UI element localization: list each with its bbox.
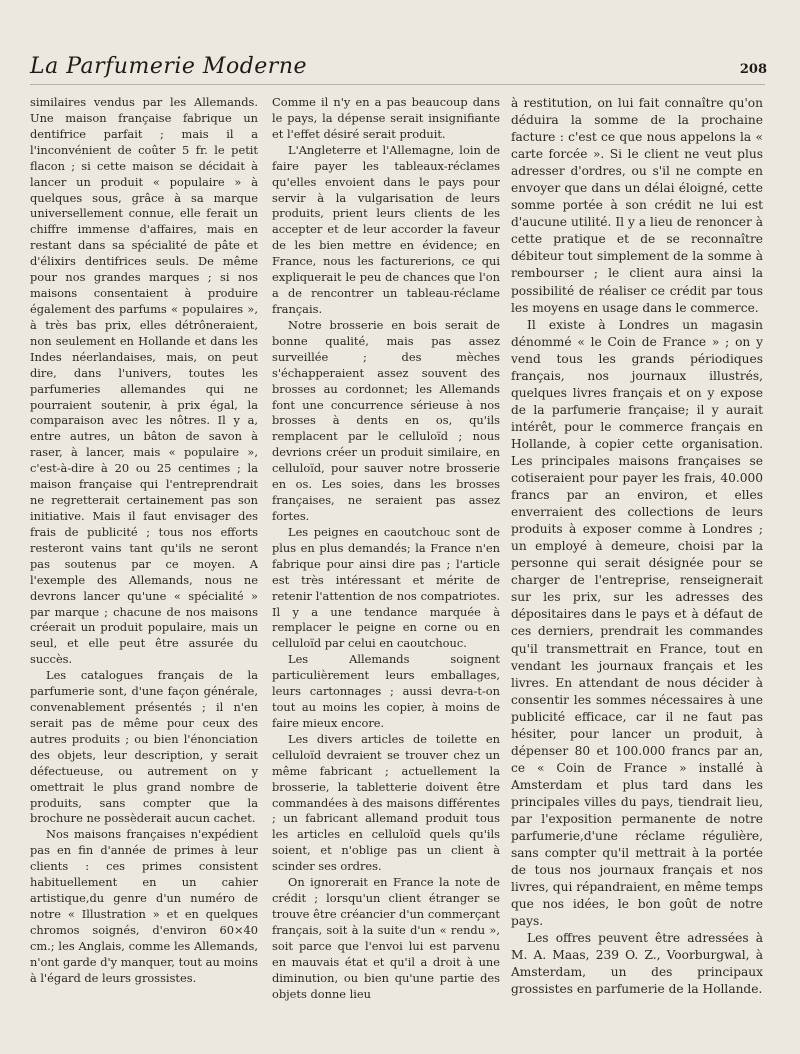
paragraph: Notre brosserie en bois serait de bonne qualité, mais pas assez surveillée ; des mèches s'échapperaient assez souvent des brosses au cordonnet; les Allemands font une concurrence sérieuse à nos brosses à dents en os, qu'ils remplacent par le celluloïd ; nous devrions créer un produit similaire, en celluloïd, pour sauver notre brosserie en os. Les soies, dans les brosses françaises, ne seraient pas assez fortes. xyxy=(272,317,500,523)
paragraph: Les catalogues français de la parfumerie sont, d'une façon générale, convenablement présentés ; il n'en serait pas de même pour ceux des autres produits ; ou bien l'énonciation des objets, leur description, y serait défectueuse, ou autrement on y omettrait le plus grand nombre de produits, sans compter que la brochure ne possèderait aucun cachet. xyxy=(30,668,258,826)
paragraph: On ignorerait en France la note de crédit ; lorsqu'un client étranger se trouve être créancier d'un commerçant français, soit à la suite d'un « rendu », soit parce que l'envoi lui est parvenu en mauvais état et qu'il a droit à une diminution, ou bien qu'une partie des objets donne lieu xyxy=(272,875,500,1001)
text-column-2 xyxy=(272,95,500,1003)
paragraph: Il existe à Londres un magasin dénommé « le Coin de France » ; on y vend tous les grands périodiques français, nos journaux illustrés, quelques livres français et on y expose de la parfumerie française; il y aurait intérêt, pour le commerce français en Hollande, à copier cette organisation. Les principales maisons françaises se cotiseraient pour payer les frais, 40.000 francs par an environ, et elles enverraient des collections de leurs produits à exposer comme à Londres ; un employé à demeure, choisi par la personne qui serait désignée pour se charger de l'entreprise, renseignerait sur les prix, sur les adresses des dépositaires dans le pays et à défaut de ces derniers, prendrait les commandes qu'il transmettrait en France, tout en vendant les journaux français et les livres. En attendant de nous décider à consentir les sommes nécessaires à une publicité efficace, car il ne faut pas hésiter, pour lancer un produit, à dépenser 80 et 100.000 francs par an, ce « Coin de France » installé à Amsterdam et plus tard dans les principales villes du pays, tiendrait lieu, par l'exposition permanente de notre parfumerie,d'une réclame régulière, sans compter qu'il mettrait à la portée de tous nos journaux français et nos livres, qui répandraient, en même temps que nos idées, le bon goût de notre pays. xyxy=(511,317,763,929)
header-rule xyxy=(30,84,765,85)
paragraph: Comme il n'y en a pas beaucoup dans le pays, la dépense serait insignifiante et l'effet désiré serait produit. xyxy=(272,95,500,141)
paragraph: Les Allemands soignent particulièrement leurs emballages, leurs cartonnages ; aussi devra-t-on tout au moins les copier, à moins de faire mieux encore. xyxy=(272,652,500,730)
paragraph: à restitution, on lui fait connaître qu'on déduira la somme de la prochaine facture : c'est ce que nous appelons la « carte forcée ». Si le client ne veut plus adresser d'ordres, ou s'il ne compte en envoyer que dans un délai éloigné, cette somme portée à son crédit ne lui est d'aucune utilité. Il y a lieu de renoncer à cette pratique et de se reconnaître débiteur tout simplement de la somme à rembourser ; le client aura ainsi la possibilité de réaliser ce crédit par tous les moyens en usage dans le commerce. xyxy=(511,96,763,315)
paragraph: Les peignes en caoutchouc sont de plus en plus demandés; la France n'en fabrique pour ainsi dire pas ; l'article est très intéressant et mérite de retenir l'attention de nos compatriotes. Il y a une tendance marquée à remplacer le peigne en corne ou en celluloïd par celui en caoutchouc. xyxy=(272,524,500,651)
paragraph: Nos maisons françaises n'expédient pas en fin d'année de primes à leur clients : ces primes consistent habituellement en un cahier artistique,du genre d'un numéro de notre « Illustration » et en quelques chromos soignés, d'environ 60×40 cm.; les Anglais, comme les Allemands, n'ont garde d'y manquer, tout au moins à l'égard de leurs grossistes. xyxy=(30,827,258,985)
masthead-title: La Parfumerie Moderne xyxy=(30,54,308,79)
text-column-1 xyxy=(30,95,258,987)
paragraph: Les offres peuvent être adressées à M. A. Maas, 239 O. Z., Voorburgwal, à Amsterdam, un des principaux grossistes en parfumerie de la Hollande. xyxy=(511,931,763,997)
paragraph: similaires vendus par les Allemands. Une maison française fabrique un dentifrice parfait ; mais il a l'inconvénient de coûter 5 fr. le petit flacon ; si cette maison se décidait à lancer un produit « populaire » à quelques sous, grâce à sa marque universellement connue, elle ferait un chiffre immense d'affaires, mais en restant dans sa spécialité de pâte et d'élixirs dentifrices seuls. De même pour nos grandes marques ; si nos maisons consentaient à produire également des parfums « populaires », à très bas prix, elles détrôneraient, non seulement en Hollande et dans les Indes néerlandaises, mais, on peut dire, dans l'univers, toutes les parfumeries allemandes qui ne pourraient soutenir, à prix égal, la comparaison avec les nôtres. Il y a, entre autres, un bâton de savon à raser, à lancer, mais « populaire », c'est-à-dire à 20 ou 25 centimes ; la maison française qui l'entreprendrait ne regretterait certainement pas son initiative. Mais il faut envisager des frais de publicité ; tous nos efforts resteront vains tant qu'ils ne seront pas soutenus par ce moyen. A l'exemple des Allemands, nous ne devrons lancer qu'une « spécialité » par marque ; chacune de nos maisons créerait un produit populaire, mais un seul, et elle peut être assurée du succès. xyxy=(30,95,258,667)
paragraph: L'Angleterre et l'Allemagne, loin de faire payer les tableaux-réclames qu'elles envoient dans le pays pour servir à la vulgarisation de leurs produits, prient leurs clients de les accepter et de leur accorder la faveur de les bien mettre en évidence; en France, nous les facturerions, ce qui expliquerait le peu de chances que l'on a de rencontrer un tableau-réclame français. xyxy=(272,142,500,316)
paragraph: Les divers articles de toilette en celluloïd devraient se trouver chez un même fabricant ; actuellement la brosserie, la tabletterie doivent être commandées à des maisons différentes ; un fabricant allemand produit tous les articles en celluloïd quels qu'ils soient, et n'oblige pas un client à scinder ses ordres. xyxy=(272,731,500,874)
text-column-3 xyxy=(511,95,763,998)
page-number: 208 xyxy=(739,62,767,77)
